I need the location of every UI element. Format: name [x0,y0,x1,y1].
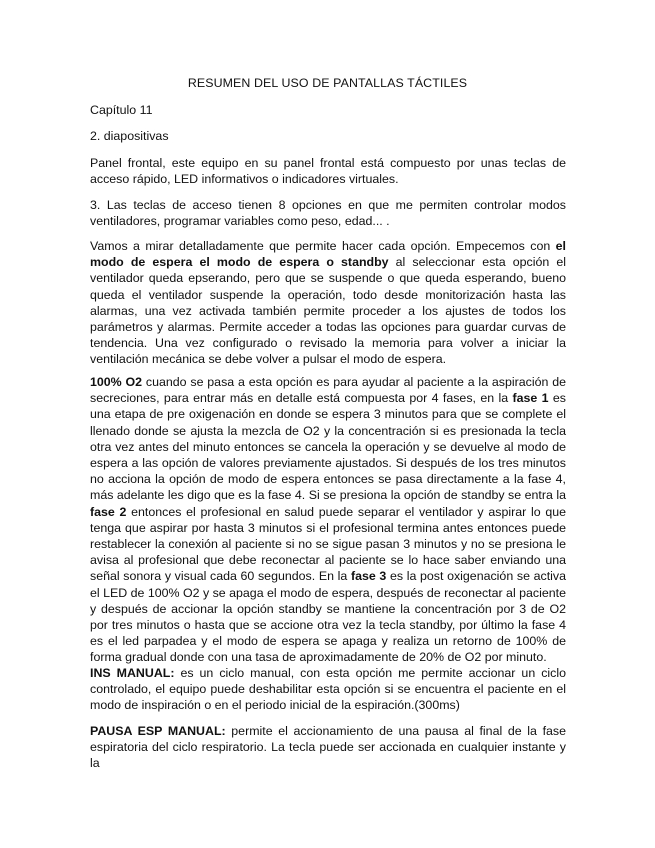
o2-text-1: cuando se pasa a esta opción es para ayudar al paciente a la aspiración de secreciones, para entrar más en detalle está compuesta por 4 fases, en la [90,375,567,406]
standby-text-body: al seleccionar esta opción el ventilador queda epserando, pero que se suspende o que queda esperando, bueno queda el ventilador suspende la operación, todo desde monitorización hasta las alarmas, una vez activada también permite proceder a los ajustes de todos los parámetros y alarmas. Permite acceder a todas las opciones para guardar curvas de tendencia. Una vez configurado o revisado la memoria para volver a iniciar la ventilación mecánica se debe volver a pulsar el modo de espera. [90,255,566,367]
chapter-heading: Capítulo 11 [90,103,153,117]
ins-manual-term: INS MANUAL: [90,666,175,680]
ins-manual-text: es un ciclo manual, con esta opción me permite accionar un ciclo controlado, el equipo puede deshabilitar esta opción si se encuentra el paciente en el modo de inspiración o en el periodo inicial de la espiración.(300ms) [90,666,566,713]
pausa-esp-text: permite el accionamiento de una pausa al final de la fase espiratoria del ciclo respiratorio. La tecla puede ser accionada en cualquier instante y la [90,724,566,771]
fase-3-term: fase 3 [350,569,387,584]
fase-1-term: fase 1 [512,391,549,406]
paragraph-100-o2 [90,374,566,666]
o2-bold-term: 100% O2 [90,375,143,389]
fase-2-term: fase 2 [90,504,127,519]
paragraph-standby [90,238,566,368]
o2-text-4: es la post oxigenación se activa el LED de 100% O2 y se apaga el modo de espera, después de reconectar al paciente y después de accionar la opción standby se mantiene la concentración por 3 de O2 por tres minutos o hasta que se accione otra vez la tecla standby, por último la fase 4 es el led parpadea y el modo de espera se apaga y realiza un retorno de 100% de forma gradual donde con una tasa de aproximadamente de 20% de O2 por minuto. [90,569,566,665]
pausa-esp-term: PAUSA ESP MANUAL: [90,724,226,738]
paragraph-pausa-esp-manual [90,723,566,772]
paragraph-ins-manual [90,665,566,714]
o2-text-2: es una etapa de pre oxigenación en donde se espera 3 minutos para que se complete el llenado donde se ajusta la mezcla de O2 y la concentración si es presionada la tecla otra vez antes del minuto entonces se cancela la operación y se devuelve al modo de espera a las opción de valores previamente ajustados. Si después de los tres minutos no acciona la opción de modo de espera entonces se pasa directamente a la fase 4, más adelante les digo que es la fase 4. Si se presiona la opción de standby se entra la [90,391,566,503]
paragraph-teclas-acceso: 3. Las teclas de acceso tienen 8 opciones en que me permiten controlar modos ventiladores, programar variables como peso, edad... . [90,198,566,229]
o2-text-3: entonces el profesional en salud puede separar el ventilador y aspirar lo que tenga que aspirar por hasta 3 minutos si el profesional termina antes entonces puede restablecer la conexión al paciente si no se sigue pasan 3 minutos y no se presiona le avisa al profesional que debe reconectar al paciente se lo hace saber enviando una señal sonora y visual cada 60 segundos. En la [90,504,566,584]
slides-heading: 2. diapositivas [90,129,169,143]
standby-text-intro: Vamos a mirar detalladamente que permite hacer cada opción. Empecemos con [90,239,556,253]
paragraph-panel-frontal: Panel frontal, este equipo en su panel frontal está compuesto por unas teclas de acceso rápido, LED informativos o indicadores virtuales. [90,156,566,187]
document-title: RESUMEN DEL USO DE PANTALLAS TÁCTILES [187,76,468,90]
standby-bold-term: el modo de espera el modo de espera o standby [90,239,566,270]
